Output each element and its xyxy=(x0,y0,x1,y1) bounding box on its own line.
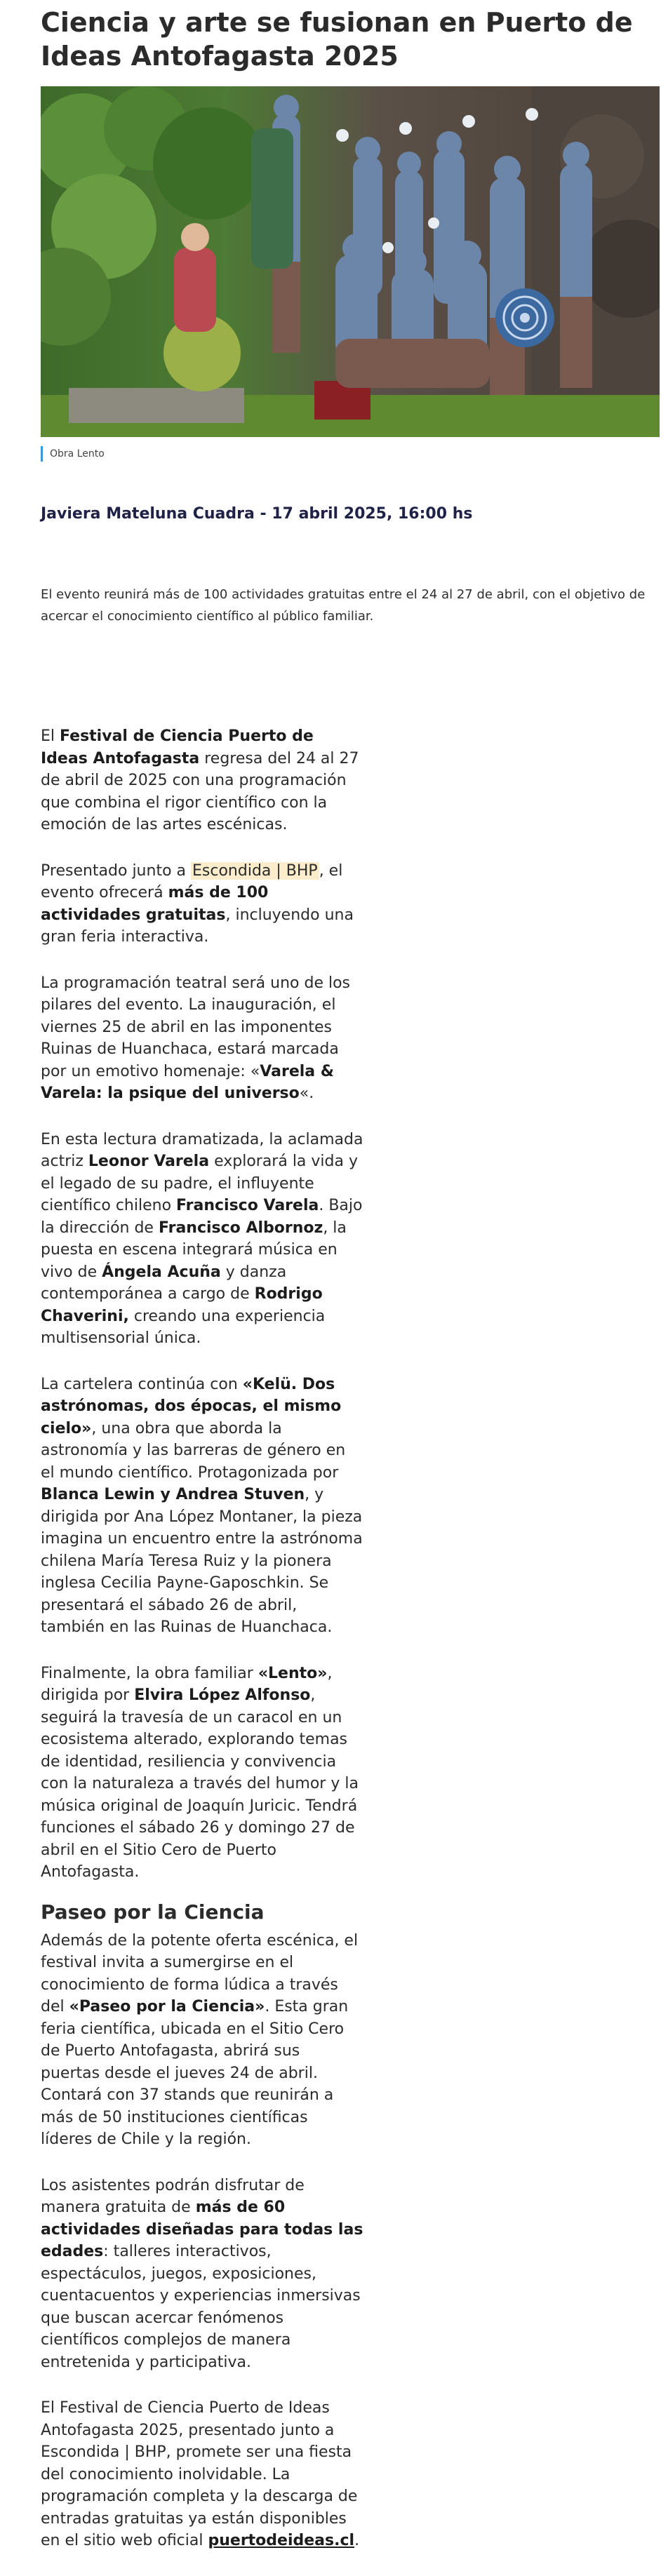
bold-text: «Lento» xyxy=(258,1664,328,1682)
text: El Festival de Ciencia Puerto de Ideas Antofagasta 2025, presentado junto a Escondida | BHP, promete ser una fiesta del conocimiento inolvidable. La programación completa y la descarga de entradas gratuitas ya están disponibles en el sitio web oficial xyxy=(41,2399,358,2549)
text: La cartelera continúa con xyxy=(41,1375,243,1393)
text: El xyxy=(41,727,60,745)
text: , dirigida por xyxy=(41,1664,333,1704)
text: : talleres interactivos, espectáculos, juegos, exposiciones, cuentacuentos y experiencias inmersivas que buscan acercar fenómenos científicos complejos de manera entretenida y participativa. xyxy=(41,2243,361,2371)
text: . Esta gran feria científica, ubicada en el Sitio Cero de Puerto Antofagasta, abrirá sus puertas desde el jueves 24 de abril. Contará con 37 stands que reunirán a más de 50 instituciones científicas líderes de Chile y la región. xyxy=(41,1998,349,2148)
bold-text: más de 60 actividades diseñadas para todas las edades xyxy=(41,2199,363,2260)
article-body xyxy=(41,725,363,2576)
text: , y dirigida por Ana López Montaner, la pieza imagina un encuentro entre la astrónoma chilena María Teresa Ruiz y la pionera inglesa Cecilia Payne-Gaposchkin. Se presentará el sábado 26 de abril, también en las Ruinas de Huanchaca. xyxy=(41,1486,363,1636)
bold-text: Ángela Acuña xyxy=(102,1263,221,1281)
text: . Bajo la dirección de xyxy=(41,1197,363,1237)
body-paragraph xyxy=(41,2397,363,2552)
text: , seguirá la travesía de un caracol en un ecosistema alterado, explorando temas de identidad, resiliencia y convivencia con la naturaleza a través del humor y la música original de Joaquín Juricic. Tendrá funciones el sábado 26 y domingo 27 de abril en el Sitio Cero de Puerto Antofagasta. xyxy=(41,1686,359,1881)
body-paragraph xyxy=(41,1663,363,1884)
byline xyxy=(41,504,472,525)
bold-text: Varela & Varela: la psique del universo xyxy=(41,1062,334,1102)
byline-separator: - xyxy=(254,505,272,523)
text: y danza contemporánea a cargo de xyxy=(41,1263,287,1303)
text: creando una experiencia multisensorial única. xyxy=(41,1307,326,1347)
text: , la puesta en escena integrará música en vivo de xyxy=(41,1219,347,1281)
text: , incluyendo una gran feria interactiva. xyxy=(41,906,354,946)
text: «. xyxy=(299,1085,314,1102)
bold-text: Francisco Albornoz xyxy=(158,1219,323,1237)
text: explorará la vida y el legado de su padre, el influyente científico chileno xyxy=(41,1153,358,1214)
text: , una obra que aborda la astronomía y las barreras de género en el mundo científico. Protagonizada por xyxy=(41,1419,346,1482)
highlighted-text: Escondida | BHP xyxy=(192,861,318,880)
text: Los asistentes podrán disfrutar de manera gratuita de xyxy=(41,2176,305,2216)
publish-date: 17 abril 2025, 16:00 hs xyxy=(272,505,473,523)
body-paragraph xyxy=(41,860,363,948)
website-link[interactable]: puertodeideas.cl xyxy=(208,2532,355,2549)
bold-text: más de 100 actividades gratuitas xyxy=(41,884,269,924)
bold-text: Festival de Ciencia Puerto de Ideas Antofagasta xyxy=(41,727,314,767)
body-paragraph xyxy=(41,972,363,1105)
body-paragraph xyxy=(41,1129,363,1350)
text: Presentado junto a xyxy=(41,861,191,880)
hero-image xyxy=(41,86,660,437)
text: Finalmente, la obra familiar xyxy=(41,1664,258,1682)
bold-text: Elvira López Alfonso xyxy=(134,1686,311,1704)
article-title: Ciencia y arte se fusionan en Puerto de Ideas Antofagasta 2025 xyxy=(41,7,633,72)
bold-text: Leonor Varela xyxy=(88,1153,210,1170)
text: En esta lectura dramatizada, la aclamada actriz xyxy=(41,1130,363,1170)
lead-paragraph: El evento reunirá más de 100 actividades gratuitas entre el 24 al 27 de abril, con el objetivo de acercar el conocimiento científico al público familiar. xyxy=(41,587,646,624)
bold-text: «Kelü. Dos astrónomas, dos épocas, el mismo cielo» xyxy=(41,1375,342,1437)
body-paragraph xyxy=(41,1374,363,1639)
bold-text: Rodrigo Chaverini, xyxy=(41,1285,323,1325)
body-paragraph xyxy=(41,725,363,836)
body-paragraph xyxy=(41,1930,363,2151)
bold-text: Blanca Lewin y Andrea Stuven xyxy=(41,1486,305,1503)
image-caption: Obra Lento xyxy=(41,446,105,462)
text: Además de la potente oferta escénica, el festival invita a sumergirse en el conocimiento de forma lúdica a través del xyxy=(41,1931,359,2015)
bold-text: «Paseo por la Ciencia» xyxy=(69,1998,265,2015)
text: La programación teatral será uno de los pilares del evento. La inauguración, el viernes 25 de abril en las imponentes Ruinas de Huanchaca, estará marcada por un emotivo homenaje: « xyxy=(41,974,351,1080)
body-paragraph xyxy=(41,2175,363,2374)
text: . xyxy=(354,2532,360,2549)
text: , el evento ofrecerá xyxy=(41,861,343,901)
bold-text: Francisco Varela xyxy=(176,1197,319,1214)
text: regresa del 24 al 27 de abril de 2025 con una programación que combina el rigor científico con la emoción de las artes escénicas. xyxy=(41,749,359,833)
section-heading: Paseo por la Ciencia xyxy=(41,1900,265,1924)
author-name: Javiera Mateluna Cuadra xyxy=(41,505,255,523)
